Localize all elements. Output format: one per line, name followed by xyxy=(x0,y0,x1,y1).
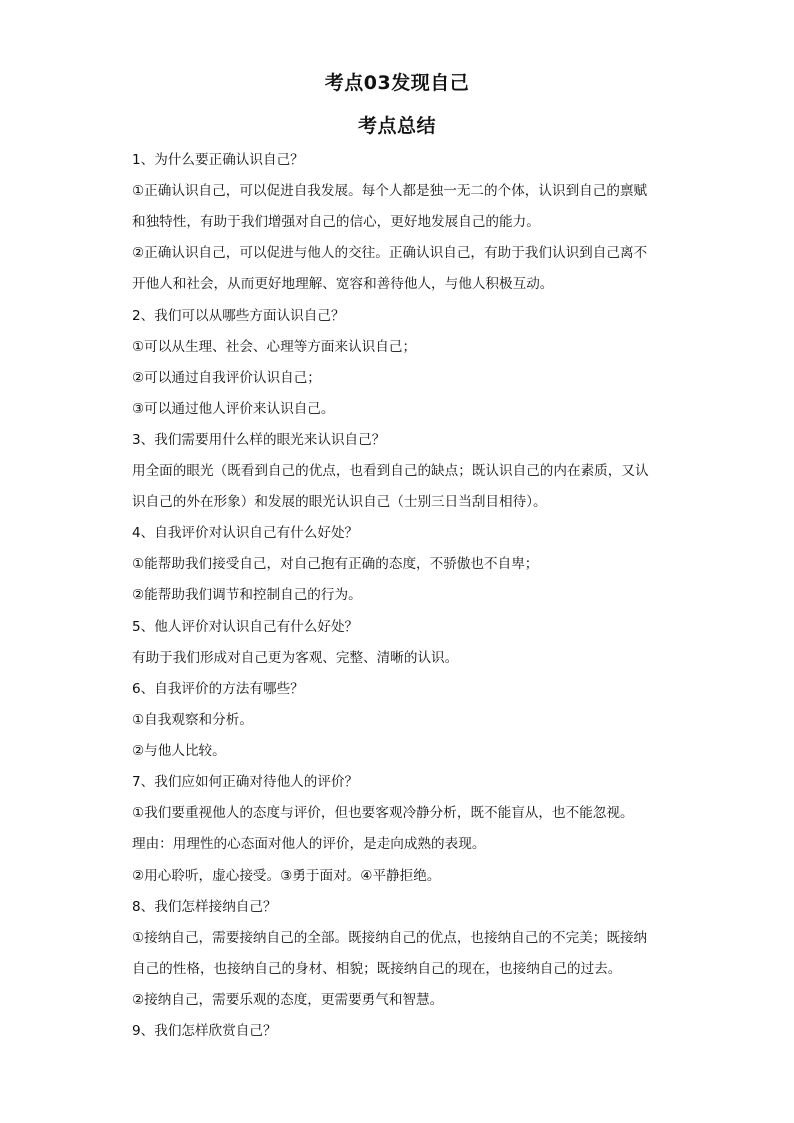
answer-line: 和独特性，有助于我们增强对自己的信心，更好地发展自己的能力。 xyxy=(132,214,540,230)
question-6: 6、自我评价的方法有哪些？ xyxy=(132,681,304,697)
question-2: 2、我们可以从哪些方面认识自己？ xyxy=(132,308,345,324)
answer-line: ①能帮助我们接受自己，对自己抱有正确的态度，不骄傲也不自卑； xyxy=(132,556,539,572)
answer-line: ①正确认识自己，可以促进自我发展。每个人都是独一无二的个体，认识到自己的禀赋 xyxy=(132,183,648,199)
answer-line: ②与他人比较。 xyxy=(132,743,226,759)
page-title: 考点03发现自己 xyxy=(324,72,470,94)
answer-line: ①可以从生理、社会、心理等方面来认识自己； xyxy=(132,339,417,355)
answer-line: 自己的性格，也接纳自己的身材、相貌；既接纳自己的现在，也接纳自己的过去。 xyxy=(132,961,622,977)
answer-line: 用全面的眼光（既看到自己的优点，也看到自己的缺点；既认识自己的内在素质，又认 xyxy=(132,463,649,479)
answer-line: ①我们要重视他人的态度与评价，但也要客观冷静分析，既不能盲从，也不能忽视。 xyxy=(132,805,634,821)
answer-line: ②用心聆听，虚心接受。③勇于面对。④平静拒绝。 xyxy=(132,868,441,884)
answer-line: ③可以通过他人评价来认识自己。 xyxy=(132,401,335,417)
question-3: 3、我们需要用什么样的眼光来认识自己？ xyxy=(132,432,386,448)
answer-line: 开他人和社会，从而更好地理解、宽容和善待他人，与他人积极互动。 xyxy=(132,276,554,292)
answer-line: 有助于我们形成对自己更为客观、完整、清晰的认识。 xyxy=(132,650,459,666)
answer-line: 识自己的外在形象）和发展的眼光认识自己（士别三日当刮目相待）。 xyxy=(132,494,547,510)
answer-line: 理由：用理性的心态面对他人的评价，是走向成熟的表现。 xyxy=(132,836,486,852)
question-7: 7、我们应如何正确对待他人的评价？ xyxy=(132,774,359,790)
answer-line: ①自我观察和分析。 xyxy=(132,712,253,728)
answer-line: ②可以通过自我评价认识自己； xyxy=(132,370,321,386)
section-title: 考点总结 xyxy=(357,115,436,137)
question-8: 8、我们怎样接纳自己？ xyxy=(132,899,277,915)
question-5: 5、他人评价对认识自己有什么好处？ xyxy=(132,619,359,635)
question-9: 9、我们怎样欣赏自己？ xyxy=(132,1023,277,1039)
question-4: 4、自我评价对认识自己有什么好处？ xyxy=(132,525,359,541)
question-1: 1、为什么要正确认识自己？ xyxy=(132,152,304,168)
answer-line: ②正确认识自己，可以促进与他人的交往。正确认识自己，有助于我们认识到自己离不 xyxy=(132,245,648,261)
answer-line: ①接纳自己，需要接纳自己的全部。既接纳自己的优点，也接纳自己的不完美；既接纳 xyxy=(132,930,648,946)
answer-line: ②接纳自己，需要乐观的态度，更需要勇气和智慧。 xyxy=(132,992,444,1008)
answer-line: ②能帮助我们调节和控制自己的行为。 xyxy=(132,587,362,603)
